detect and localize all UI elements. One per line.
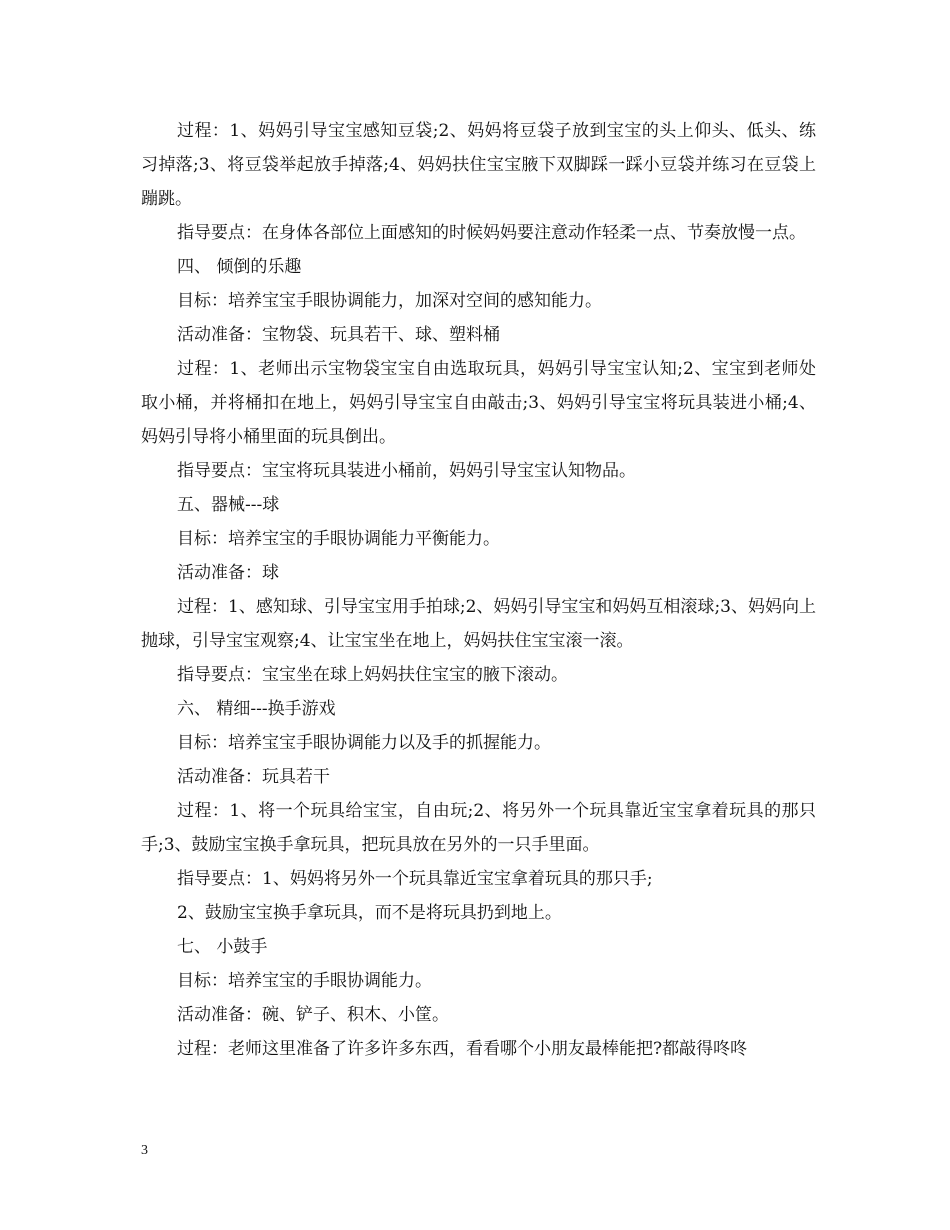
paragraph-process-5: 过程：1、感知球、引导宝宝用手拍球;2、妈妈引导宝宝和妈妈互相滚球;3、妈妈向上抛球，引导宝宝观察;4、让宝宝坐在地上，妈妈扶住宝宝滚一滚。 bbox=[141, 597, 816, 651]
paragraph-process-6: 过程：1、将一个玩具给宝宝，自由玩;2、将另外一个玩具靠近宝宝拿着玩具的那只手;3、鼓励宝宝换手拿玩具，把玩具放在另外的一只手里面。 bbox=[141, 801, 816, 855]
paragraph-materials-5: 活动准备：球 bbox=[177, 563, 279, 583]
paragraph-process-4: 过程：1、老师出示宝物袋宝宝自由选取玩具，妈妈引导宝宝认知;2、宝宝到老师处取小桶，并将桶扣在地上，妈妈引导宝宝自由敲击;3、妈妈引导宝宝将玩具装进小桶;4、妈妈引导将小桶里面的玩具倒出。 bbox=[141, 359, 816, 447]
document-body bbox=[141, 114, 816, 1066]
paragraph-goal-5: 目标：培养宝宝的手眼协调能力平衡能力。 bbox=[177, 529, 500, 549]
paragraph-materials-4: 活动准备：宝物袋、玩具若干、球、塑料桶 bbox=[177, 325, 500, 345]
page-number: 3 bbox=[141, 1143, 148, 1158]
paragraph-process-bean-bag: 过程：1、妈妈引导宝宝感知豆袋;2、妈妈将豆袋子放到宝宝的头上仰头、低头、练习掉落;3、将豆袋举起放手掉落;4、妈妈扶住宝宝腋下双脚踩一踩小豆袋并练习在豆袋上蹦跳。 bbox=[141, 121, 816, 209]
paragraph-process-7: 过程：老师这里准备了许多许多东西，看看哪个小朋友最棒能把?都敲得咚咚 bbox=[177, 1039, 748, 1059]
paragraph-guidance-6-part2: 2、鼓励宝宝换手拿玩具，而不是将玩具扔到地上。 bbox=[177, 903, 562, 923]
paragraph-guidance-5: 指导要点：宝宝坐在球上妈妈扶住宝宝的腋下滚动。 bbox=[177, 665, 568, 685]
paragraph-goal-7: 目标：培养宝宝的手眼协调能力。 bbox=[177, 971, 432, 991]
section-heading-4: 四、 倾倒的乐趣 bbox=[177, 257, 302, 277]
section-heading-6: 六、 精细---换手游戏 bbox=[177, 699, 336, 719]
paragraph-guidance-4: 指导要点：宝宝将玩具装进小桶前，妈妈引导宝宝认知物品。 bbox=[177, 461, 636, 481]
section-heading-5: 五、器械---球 bbox=[177, 495, 280, 515]
paragraph-materials-6: 活动准备：玩具若干 bbox=[177, 767, 330, 787]
paragraph-goal-6: 目标：培养宝宝手眼协调能力以及手的抓握能力。 bbox=[177, 733, 551, 753]
paragraph-guidance-6-part1: 指导要点：1、妈妈将另外一个玩具靠近宝宝拿着玩具的那只手; bbox=[177, 869, 653, 889]
paragraph-goal-4: 目标：培养宝宝手眼协调能力，加深对空间的感知能力。 bbox=[177, 291, 602, 311]
paragraph-guidance-bean-bag: 指导要点：在身体各部位上面感知的时候妈妈要注意动作轻柔一点、节奏放慢一点。 bbox=[177, 223, 806, 243]
section-heading-7: 七、 小鼓手 bbox=[177, 937, 268, 957]
paragraph-materials-7: 活动准备：碗、铲子、积木、小筐。 bbox=[177, 1005, 449, 1025]
